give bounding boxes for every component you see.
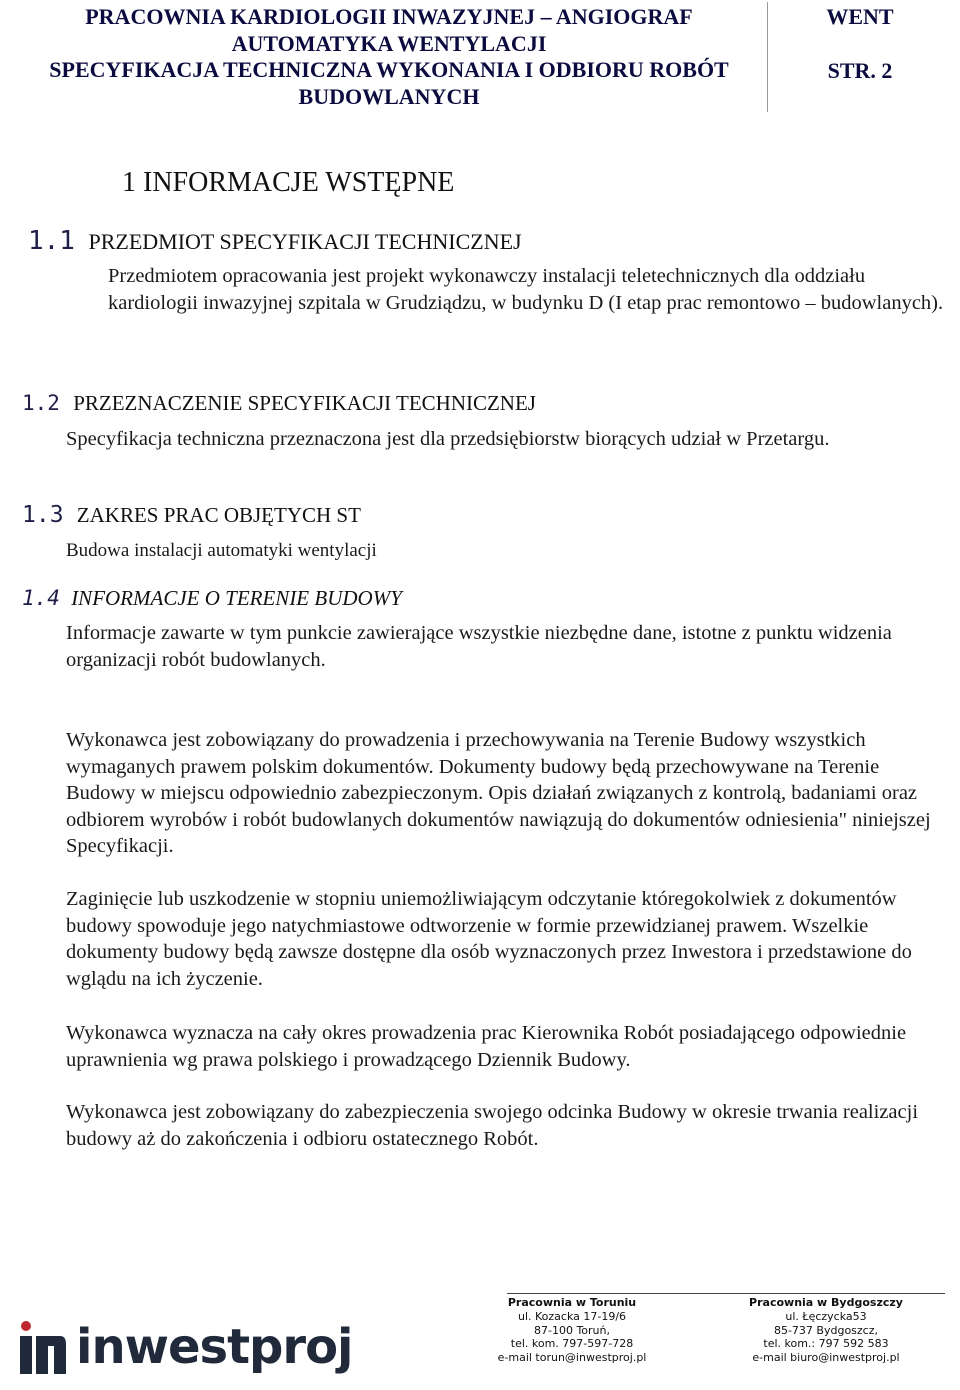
subsection-number: 1.1 bbox=[28, 226, 75, 256]
office-email: e-mail torun@inwestproj.pl bbox=[497, 1351, 647, 1365]
subsection-heading-1-3 bbox=[22, 502, 361, 528]
title-line: AUTOMATYKA WENTYLACJI bbox=[231, 30, 547, 56]
subsection-heading-1-4 bbox=[22, 585, 402, 611]
office-phone: tel. kom. 797-597-728 bbox=[510, 1337, 634, 1351]
paragraph: Zaginięcie lub uszkodzenie w stopniu uniemożliwiającym odczytanie któregokolwiek z dokumentów budowy spowoduje jego natychmiastowe odtworzenie w formie przewidzianej prawem. Wszelkie dokumenty budowy będą zawsze dostępne dla osób wyznaczonych przez Inwestora i przedstawione do wglądu na ich życzenie. bbox=[66, 888, 912, 990]
paragraph: Przedmiotem opracowania jest projekt wykonawczy instalacji teletechnicznych dla oddziału kardiologii inwazyjnej szpitala w Grudziądzu, w budynku D (I etap prac remontowo – budowlanych). bbox=[108, 265, 944, 314]
subsection-title: PRZEZNACZENIE SPECYFIKACJI TECHNICZNEJ bbox=[73, 391, 536, 415]
paragraph: Budowa instalacji automatyki wentylacji bbox=[66, 540, 377, 561]
page-number: STR. 2 bbox=[827, 58, 893, 83]
subsection-number: 1.3 bbox=[22, 502, 64, 528]
logo-text: inwestproj bbox=[76, 1319, 353, 1375]
subsection-number: 1.2 bbox=[22, 391, 60, 415]
office-address: ul. Kozacka 17-19/6 bbox=[517, 1309, 627, 1323]
page-header bbox=[0, 0, 960, 115]
subsection-title: ZAKRES PRAC OBJĘTYCH ST bbox=[76, 503, 361, 527]
office-title: Pracownia w Toruniu bbox=[507, 1296, 637, 1309]
office-city: 87-100 Toruń, bbox=[533, 1323, 610, 1337]
document-title bbox=[14, 4, 764, 110]
office-phone: tel. kom.: 797 592 583 bbox=[763, 1337, 889, 1351]
paragraph: Informacje zawarte w tym punkcie zawierające wszystkie niezbędne dane, istotne z punktu widzenia organizacji robót budowlanych. bbox=[66, 622, 892, 671]
office-city: 85-737 Bydgoszcz, bbox=[773, 1323, 879, 1337]
title-line: BUDOWLANYCH bbox=[298, 83, 480, 109]
office-torun bbox=[472, 1296, 672, 1365]
paragraph: Wykonawca wyznacza na cały okres prowadzenia prac Kierownika Robót posiadającego odpowiednie uprawnienia wg prawa polskiego i prowadzącego Dziennik Budowy. bbox=[66, 1022, 907, 1071]
subsection-title: INFORMACJE O TERENIE BUDOWY bbox=[71, 586, 402, 610]
section-heading: 1 INFORMACJE WSTĘPNE bbox=[122, 167, 455, 198]
office-address: ul. Łęczycka53 bbox=[785, 1309, 867, 1323]
title-line: PRACOWNIA KARDIOLOGII INWAZYJNEJ – ANGIOGRAF bbox=[85, 4, 693, 29]
subsection-title: PRZEDMIOT SPECYFIKACJI TECHNICZNEJ bbox=[88, 229, 522, 254]
office-email: e-mail biuro@inwestproj.pl bbox=[752, 1351, 900, 1365]
subsection-heading-1-1 bbox=[28, 228, 522, 255]
document-code: WENT bbox=[826, 4, 894, 29]
office-title: Pracownia w Bydgoszczy bbox=[749, 1296, 903, 1309]
subsection-heading-1-2 bbox=[22, 390, 536, 416]
footer-divider bbox=[507, 1293, 945, 1294]
title-line: SPECYFIKACJA TECHNICZNA WYKONANIA I ODBIORU ROBÓT bbox=[49, 57, 729, 82]
logo-mark-icon bbox=[16, 1320, 68, 1382]
subsection-number: 1.4 bbox=[22, 586, 60, 610]
office-bydgoszcz bbox=[726, 1296, 926, 1365]
paragraph: Wykonawca jest zobowiązany do prowadzenia i przechowywania na Terenie Budowy wszystkich wymaganych prawem polskim dokumentów. Dokumenty budowy będą przechowywane na Terenie Budowy w miejscu odpowiednio zabezpieczonym. Opis działań związanych z kontrolą, badaniami oraz odbiorem wyrobów i robót budowlanych dokumentów nawiązują do dokumentów odniesienia" niniejszej Specyfikacji. bbox=[66, 729, 931, 857]
header-divider bbox=[767, 2, 768, 112]
paragraph: Specyfikacja techniczna przeznaczona jest dla przedsiębiorstw biorących udział w Przetargu. bbox=[66, 428, 830, 450]
paragraph: Wykonawca jest zobowiązany do zabezpieczenia swojego odcinka Budowy w okresie trwania realizacji budowy aż do zakończenia i odbioru ostatecznego Robót. bbox=[66, 1101, 919, 1150]
